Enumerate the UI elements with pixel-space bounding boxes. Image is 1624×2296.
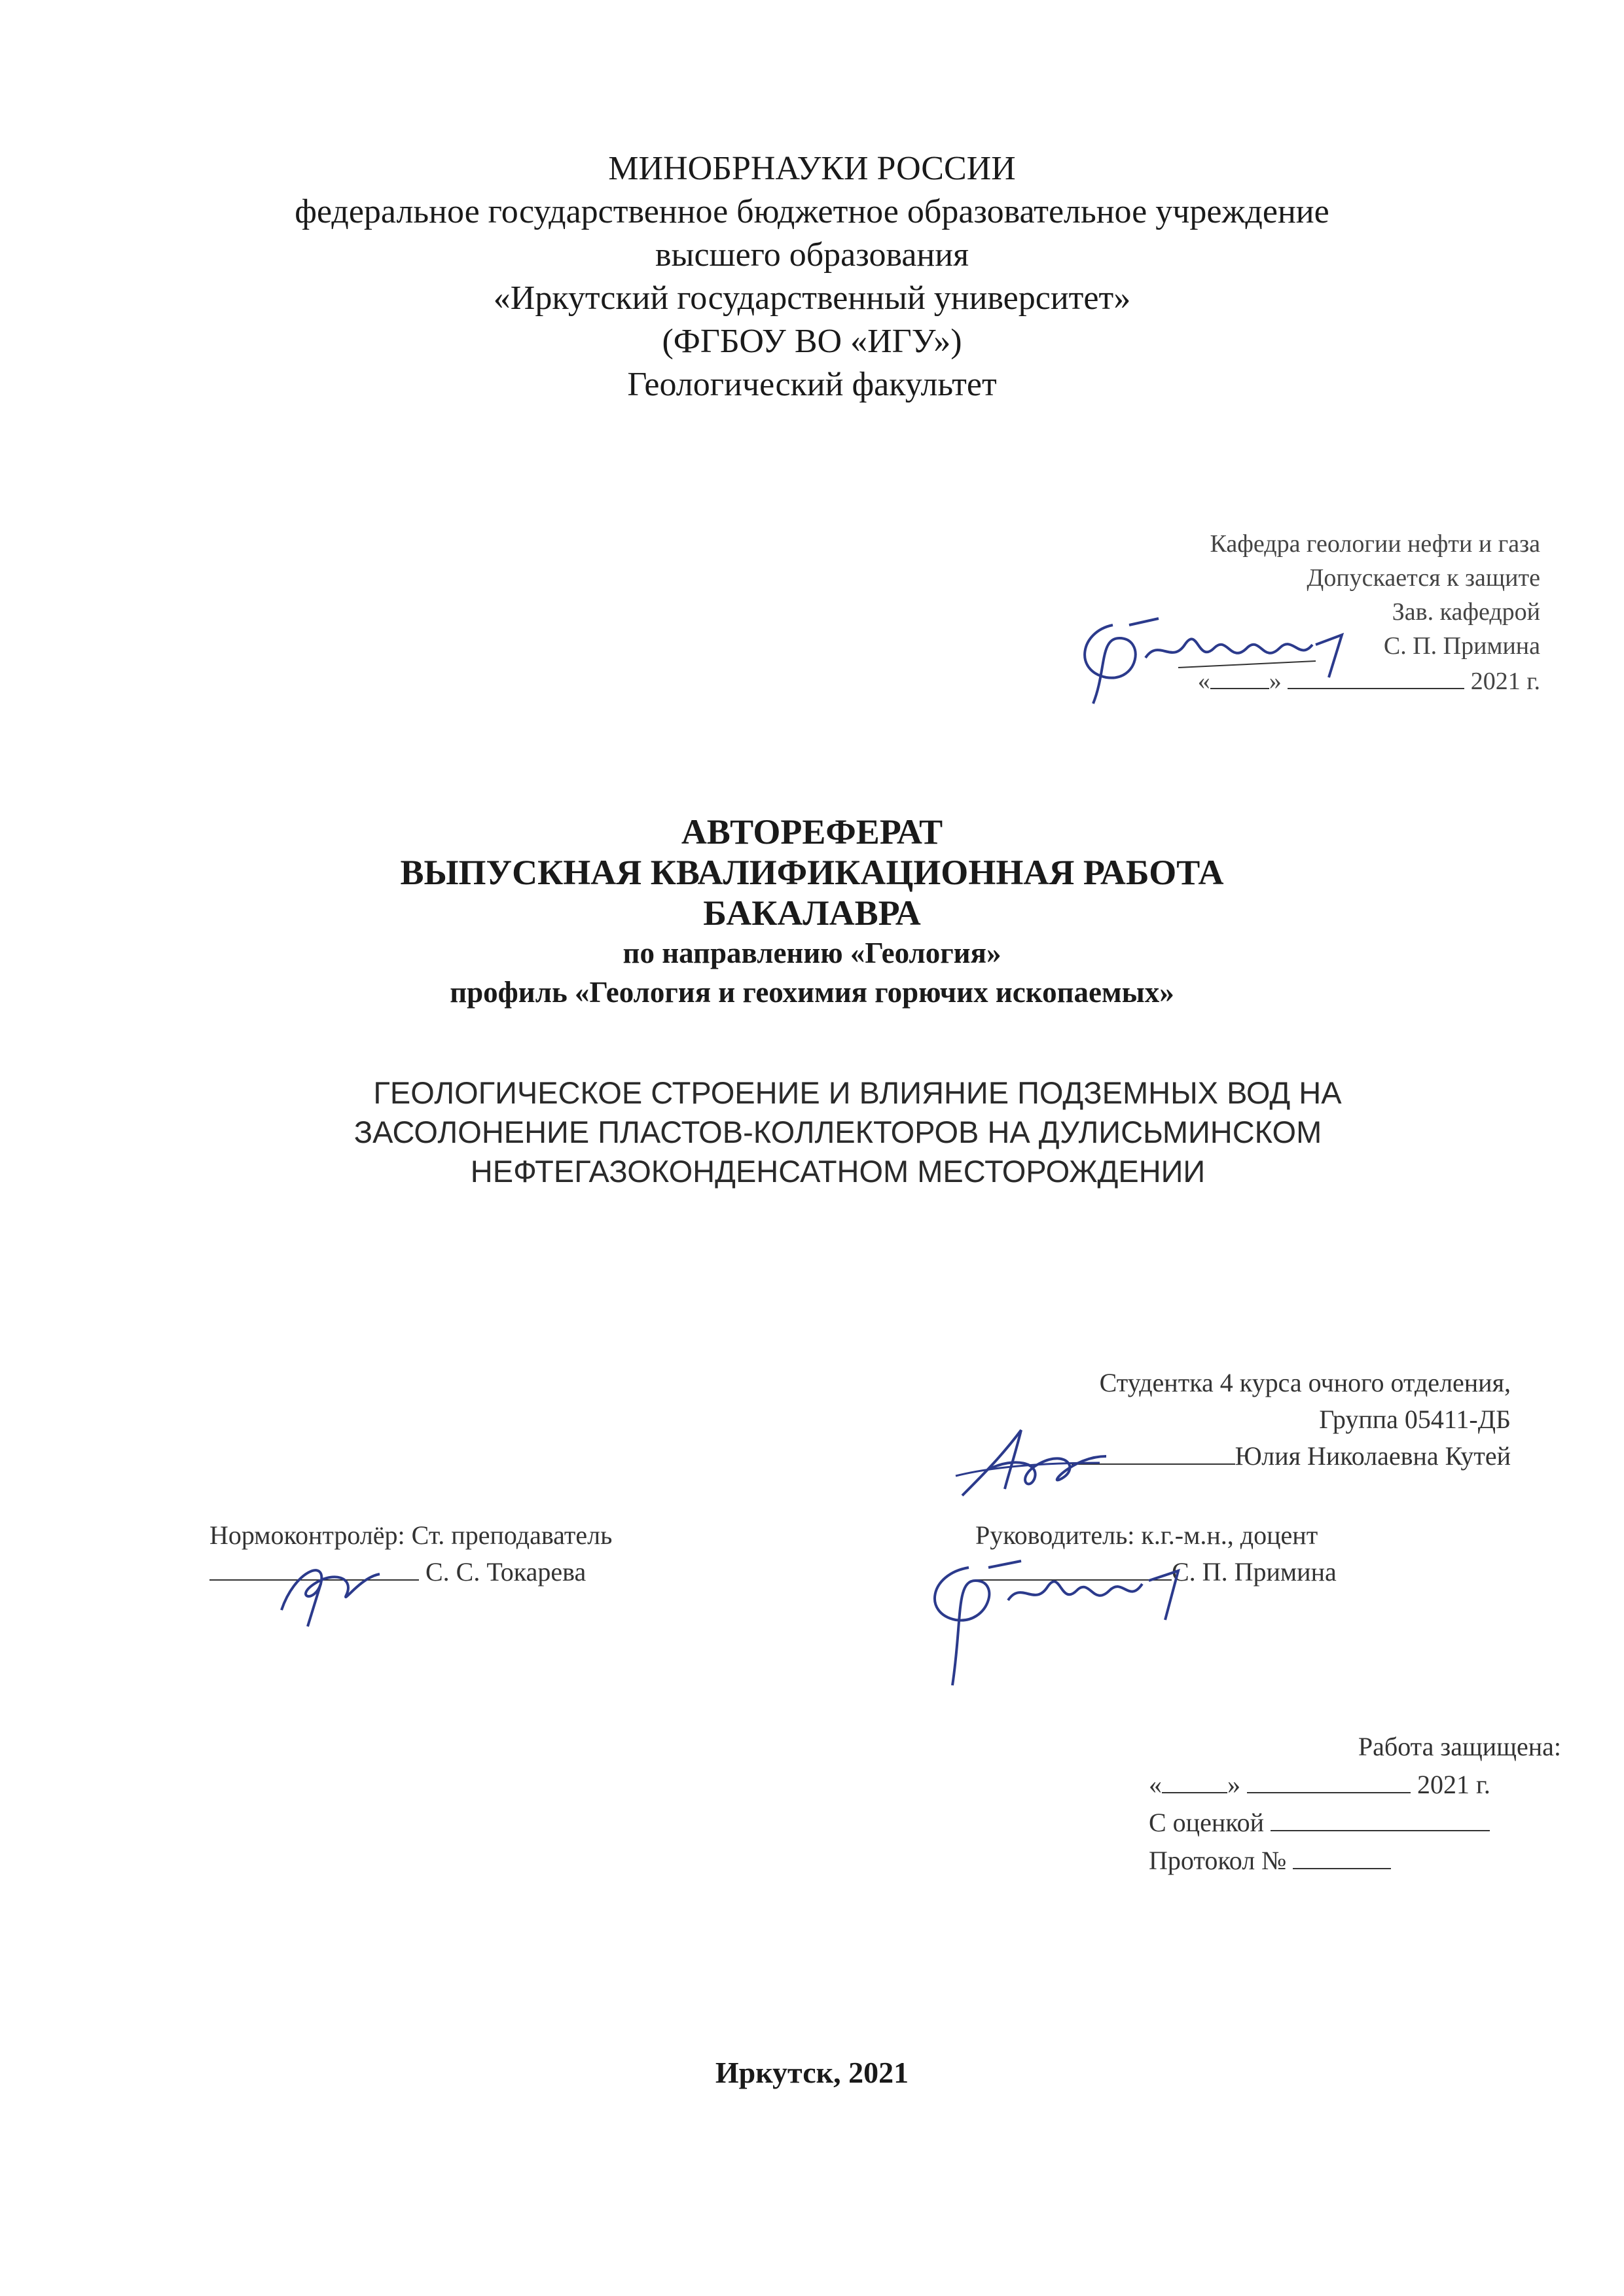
city-year: Иркутск, 2021 — [715, 2056, 909, 2089]
grade-label: С оценкой — [1149, 1808, 1265, 1837]
head-name: С. П. Примина — [1383, 632, 1540, 660]
topic-line-2: ЗАСОЛОНЕНИЕ ПЛАСТОВ-КОЛЛЕКТОРОВ НА ДУЛИСЬМИНСКОМ — [353, 1115, 1322, 1149]
faculty-line: Геологический факультет — [627, 366, 997, 403]
title-block — [0, 812, 1624, 1012]
title-line-2: ВЫПУСКНАЯ КВАЛИФИКАЦИОННАЯ РАБОТА — [400, 853, 1224, 892]
title-line-1: АВТОРЕФЕРАТ — [681, 812, 943, 852]
head-line: Зав. кафедрой — [1392, 598, 1540, 626]
student-group-line: Группа 05411-ДБ — [1319, 1405, 1511, 1434]
department-line: Кафедра геологии нефти и газа — [1210, 530, 1540, 558]
supervisor-block — [975, 1517, 1337, 1590]
defense-block — [1149, 1728, 1561, 1880]
org-line-1: федеральное государственное бюджетное образовательное учреждение — [295, 193, 1329, 230]
grade-line — [1149, 1804, 1561, 1842]
approval-year: 2021 г. — [1470, 668, 1540, 695]
topic-line-1: ГЕОЛОГИЧЕСКОЕ СТРОЕНИЕ И ВЛИЯНИЕ ПОДЗЕМНЫХ ВОД НА — [373, 1075, 1342, 1110]
head-name-line — [1135, 629, 1540, 663]
student-name: Юлия Николаевна Кутей — [1235, 1441, 1511, 1471]
defense-year: 2021 г. — [1417, 1770, 1490, 1799]
topic-line-3: НЕФТЕГАЗОКОНДЕНСАТНОМ МЕСТОРОЖДЕНИИ — [470, 1154, 1206, 1189]
protocol-label: Протокол № — [1149, 1846, 1287, 1875]
supervisor-name-line — [975, 1554, 1337, 1590]
university-line: «Иркутский государственный университет» — [493, 279, 1131, 317]
abbr-line: (ФГБОУ ВО «ИГУ») — [662, 323, 962, 360]
supervisor-label: Руководитель: к.г.-м.н., доцент — [975, 1520, 1318, 1550]
org-line-2: высшего образования — [655, 236, 969, 274]
normcontrol-label: Нормоконтролёр: Ст. преподаватель — [209, 1520, 613, 1550]
approval-date-line: « » 2021 г. — [1135, 663, 1540, 698]
defense-label: Работа защищена: — [1358, 1732, 1561, 1761]
student-course-line: Студентка 4 курса очного отделения, — [1099, 1368, 1511, 1397]
admitted-line: Допускается к защите — [1307, 564, 1540, 592]
title-line-3: БАКАЛАВРА — [703, 893, 921, 933]
normcontrol-name-line — [209, 1554, 612, 1590]
defense-date-line: « » 2021 г. — [1149, 1766, 1561, 1804]
profile-line: профиль «Геология и геохимия горючих ископаемых» — [450, 976, 1174, 1009]
approval-block — [1135, 527, 1540, 698]
direction-line: по направлению «Геология» — [623, 937, 1001, 969]
protocol-line — [1149, 1842, 1561, 1880]
normcontrol-block — [209, 1517, 612, 1590]
student-name-line — [1072, 1438, 1511, 1475]
student-block — [1072, 1365, 1511, 1475]
topic-block — [196, 1073, 1479, 1191]
ministry-line: МИНОБРНАУКИ РОССИИ — [608, 150, 1016, 187]
supervisor-name: С. П. Примина — [1172, 1557, 1337, 1587]
normcontrol-name: С. С. Токарева — [425, 1557, 586, 1587]
header-block — [0, 147, 1624, 406]
